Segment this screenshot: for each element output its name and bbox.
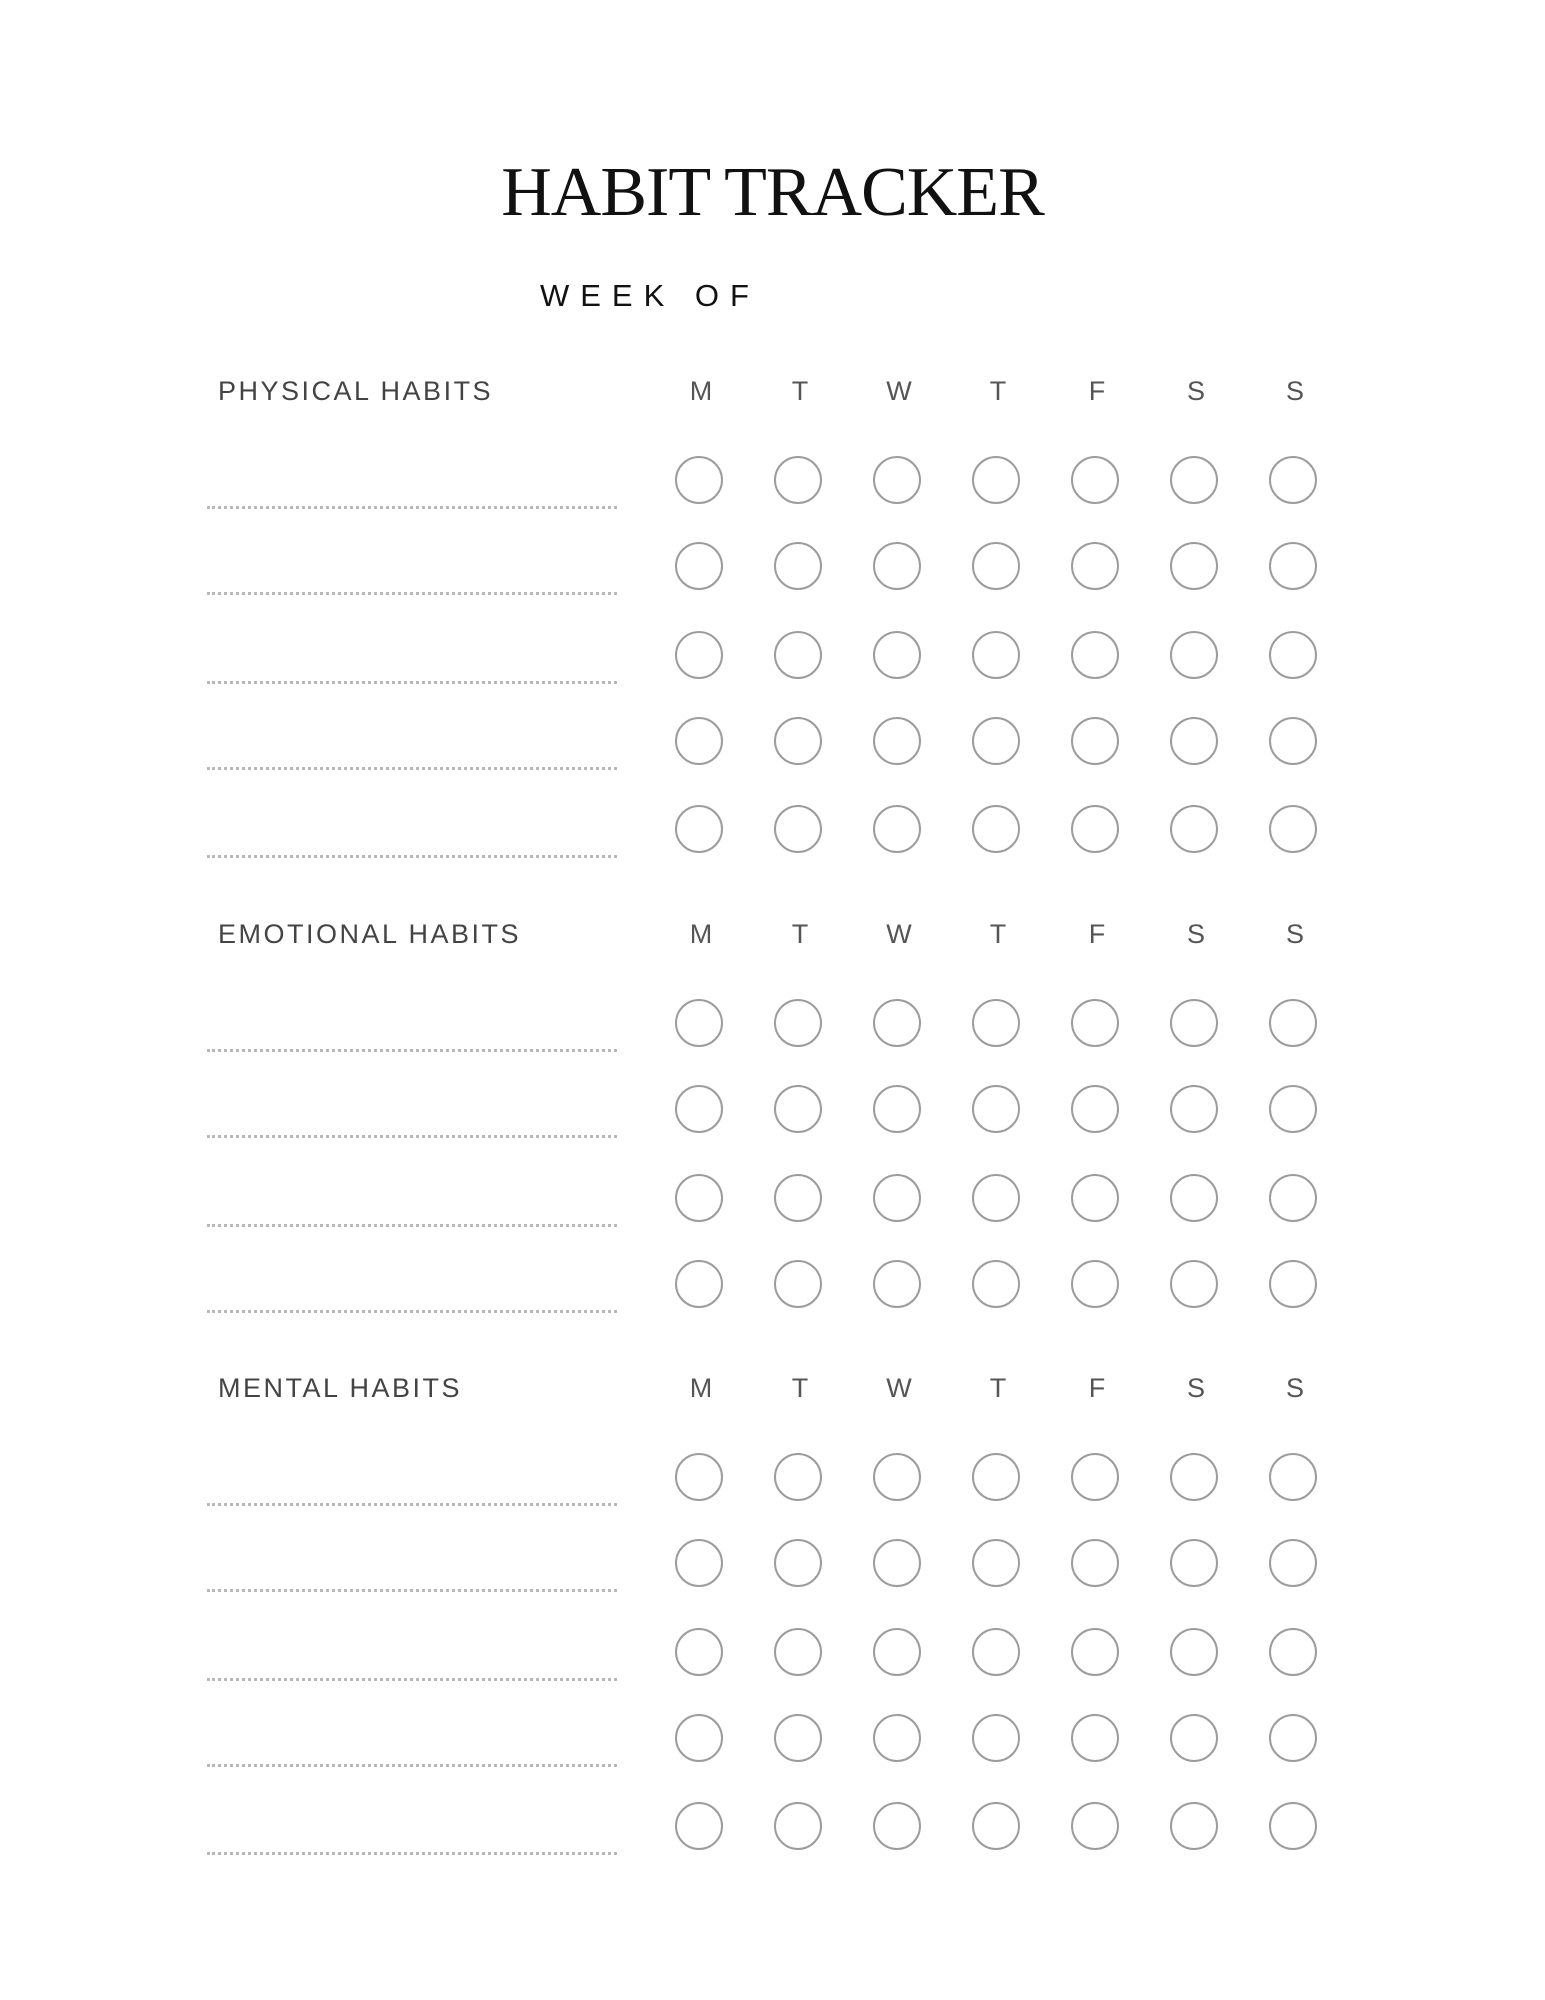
habit-check-circle[interactable] bbox=[873, 1453, 921, 1501]
habit-check-circle[interactable] bbox=[675, 1539, 723, 1587]
habit-check-circle[interactable] bbox=[1269, 1453, 1317, 1501]
habit-check-circle[interactable] bbox=[873, 1714, 921, 1762]
habit-check-circle[interactable] bbox=[972, 1628, 1020, 1676]
habit-check-circle[interactable] bbox=[972, 1085, 1020, 1133]
habit-check-circle[interactable] bbox=[1170, 1174, 1218, 1222]
habit-check-circle[interactable] bbox=[873, 1085, 921, 1133]
habit-check-circle[interactable] bbox=[1170, 1714, 1218, 1762]
day-header: T bbox=[791, 376, 809, 406]
habit-check-circle[interactable] bbox=[1071, 1628, 1119, 1676]
day-header: M bbox=[689, 1373, 713, 1403]
habit-check-circle[interactable] bbox=[774, 631, 822, 679]
habit-check-circle[interactable] bbox=[873, 717, 921, 765]
habit-check-circle[interactable] bbox=[675, 1453, 723, 1501]
habit-check-circle[interactable] bbox=[1170, 999, 1218, 1047]
habit-check-circle[interactable] bbox=[1071, 1085, 1119, 1133]
habit-check-circle[interactable] bbox=[873, 1628, 921, 1676]
habit-check-circle[interactable] bbox=[1170, 1453, 1218, 1501]
habit-check-circle[interactable] bbox=[1269, 1085, 1317, 1133]
habit-check-circle[interactable] bbox=[1269, 631, 1317, 679]
habit-check-circle[interactable] bbox=[1071, 631, 1119, 679]
habit-check-circle[interactable] bbox=[873, 1174, 921, 1222]
habit-check-circle[interactable] bbox=[1071, 999, 1119, 1047]
habit-check-circle[interactable] bbox=[675, 1802, 723, 1850]
habit-check-circle[interactable] bbox=[675, 717, 723, 765]
week-of-label: WEEK OF bbox=[540, 278, 760, 313]
habit-check-circle[interactable] bbox=[1269, 456, 1317, 504]
habit-check-circle[interactable] bbox=[675, 1085, 723, 1133]
habit-check-circle[interactable] bbox=[972, 631, 1020, 679]
habit-check-circle[interactable] bbox=[1269, 717, 1317, 765]
habit-check-circle[interactable] bbox=[1269, 1714, 1317, 1762]
habit-check-circle[interactable] bbox=[774, 542, 822, 590]
habit-check-circle[interactable] bbox=[774, 1539, 822, 1587]
day-header: S bbox=[1186, 919, 1205, 949]
habit-name-line[interactable] bbox=[207, 1135, 617, 1138]
habit-check-circle[interactable] bbox=[1269, 1539, 1317, 1587]
habit-check-circle[interactable] bbox=[1071, 456, 1119, 504]
habit-check-circle[interactable] bbox=[1170, 1802, 1218, 1850]
habit-check-circle[interactable] bbox=[774, 1714, 822, 1762]
page-title: HABIT TRACKER bbox=[501, 154, 1044, 231]
habit-check-circle[interactable] bbox=[1071, 1539, 1119, 1587]
day-header: M bbox=[689, 919, 713, 949]
habit-name-line[interactable] bbox=[207, 592, 617, 595]
habit-check-circle[interactable] bbox=[1269, 1802, 1317, 1850]
habit-check-circle[interactable] bbox=[1170, 717, 1218, 765]
habit-check-circle[interactable] bbox=[1269, 542, 1317, 590]
habit-check-circle[interactable] bbox=[774, 805, 822, 853]
habit-check-circle[interactable] bbox=[774, 1260, 822, 1308]
habit-name-line[interactable] bbox=[207, 1503, 617, 1506]
habit-check-circle[interactable] bbox=[1071, 805, 1119, 853]
habit-check-circle[interactable] bbox=[675, 1714, 723, 1762]
habit-check-circle[interactable] bbox=[972, 717, 1020, 765]
habit-name-line[interactable] bbox=[207, 855, 617, 858]
day-header: T bbox=[989, 376, 1007, 406]
habit-check-circle[interactable] bbox=[972, 1714, 1020, 1762]
day-header: S bbox=[1285, 376, 1304, 406]
day-header: T bbox=[989, 1373, 1007, 1403]
habit-check-circle[interactable] bbox=[774, 1085, 822, 1133]
habit-name-line[interactable] bbox=[207, 1049, 617, 1052]
habit-check-circle[interactable] bbox=[675, 456, 723, 504]
habit-name-line[interactable] bbox=[207, 1224, 617, 1227]
habit-name-line[interactable] bbox=[207, 681, 617, 684]
day-header: F bbox=[1088, 919, 1106, 949]
habit-name-line[interactable] bbox=[207, 1678, 617, 1681]
habit-check-circle[interactable] bbox=[873, 542, 921, 590]
habit-check-circle[interactable] bbox=[873, 456, 921, 504]
habit-check-circle[interactable] bbox=[774, 1628, 822, 1676]
habit-check-circle[interactable] bbox=[972, 456, 1020, 504]
day-header: F bbox=[1088, 376, 1106, 406]
habit-check-circle[interactable] bbox=[972, 999, 1020, 1047]
habit-check-circle[interactable] bbox=[1170, 542, 1218, 590]
habit-check-circle[interactable] bbox=[774, 1453, 822, 1501]
habit-check-circle[interactable] bbox=[1071, 1453, 1119, 1501]
habit-check-circle[interactable] bbox=[972, 1453, 1020, 1501]
habit-name-line[interactable] bbox=[207, 1852, 617, 1855]
habit-check-circle[interactable] bbox=[1170, 456, 1218, 504]
habit-check-circle[interactable] bbox=[1071, 1260, 1119, 1308]
habit-check-circle[interactable] bbox=[1071, 1714, 1119, 1762]
habit-check-circle[interactable] bbox=[1269, 1174, 1317, 1222]
habit-check-circle[interactable] bbox=[1269, 1628, 1317, 1676]
habit-check-circle[interactable] bbox=[1170, 631, 1218, 679]
day-header: S bbox=[1186, 1373, 1205, 1403]
day-header: F bbox=[1088, 1373, 1106, 1403]
section-label: PHYSICAL HABITS bbox=[218, 376, 494, 406]
habit-check-circle[interactable] bbox=[873, 805, 921, 853]
day-header: W bbox=[886, 919, 912, 949]
habit-check-circle[interactable] bbox=[972, 1802, 1020, 1850]
habit-check-circle[interactable] bbox=[1170, 1260, 1218, 1308]
section-label: MENTAL HABITS bbox=[218, 1373, 463, 1403]
habit-check-circle[interactable] bbox=[873, 631, 921, 679]
habit-check-circle[interactable] bbox=[873, 999, 921, 1047]
habit-check-circle[interactable] bbox=[873, 1260, 921, 1308]
habit-name-line[interactable] bbox=[207, 1310, 617, 1313]
habit-check-circle[interactable] bbox=[1170, 805, 1218, 853]
habit-check-circle[interactable] bbox=[675, 805, 723, 853]
habit-check-circle[interactable] bbox=[1071, 542, 1119, 590]
day-header: W bbox=[886, 376, 912, 406]
habit-check-circle[interactable] bbox=[774, 1174, 822, 1222]
habit-check-circle[interactable] bbox=[1269, 1260, 1317, 1308]
habit-check-circle[interactable] bbox=[972, 1260, 1020, 1308]
day-header: T bbox=[791, 919, 809, 949]
day-header: S bbox=[1186, 376, 1205, 406]
section-label: EMOTIONAL HABITS bbox=[218, 919, 522, 949]
day-header: T bbox=[989, 919, 1007, 949]
habit-check-circle[interactable] bbox=[972, 542, 1020, 590]
habit-check-circle[interactable] bbox=[1071, 1802, 1119, 1850]
habit-check-circle[interactable] bbox=[675, 1628, 723, 1676]
habit-check-circle[interactable] bbox=[972, 805, 1020, 853]
habit-check-circle[interactable] bbox=[675, 631, 723, 679]
habit-check-circle[interactable] bbox=[774, 999, 822, 1047]
day-header: W bbox=[886, 1373, 912, 1403]
habit-check-circle[interactable] bbox=[774, 717, 822, 765]
habit-check-circle[interactable] bbox=[972, 1539, 1020, 1587]
habit-check-circle[interactable] bbox=[873, 1539, 921, 1587]
habit-check-circle[interactable] bbox=[675, 1260, 723, 1308]
habit-check-circle[interactable] bbox=[1071, 1174, 1119, 1222]
day-header: S bbox=[1285, 1373, 1304, 1403]
habit-name-line[interactable] bbox=[207, 1589, 617, 1592]
habit-check-circle[interactable] bbox=[1170, 1628, 1218, 1676]
habit-check-circle[interactable] bbox=[675, 1174, 723, 1222]
habit-check-circle[interactable] bbox=[873, 1802, 921, 1850]
habit-name-line[interactable] bbox=[207, 506, 617, 509]
day-header: M bbox=[689, 376, 713, 406]
habit-check-circle[interactable] bbox=[1170, 1085, 1218, 1133]
day-header: T bbox=[791, 1373, 809, 1403]
habit-check-circle[interactable] bbox=[1071, 717, 1119, 765]
habit-check-circle[interactable] bbox=[1170, 1539, 1218, 1587]
habit-check-circle[interactable] bbox=[675, 542, 723, 590]
habit-check-circle[interactable] bbox=[774, 1802, 822, 1850]
day-header: S bbox=[1285, 919, 1304, 949]
habit-name-line[interactable] bbox=[207, 1764, 617, 1767]
habit-check-circle[interactable] bbox=[972, 1174, 1020, 1222]
habit-check-circle[interactable] bbox=[1269, 999, 1317, 1047]
habit-check-circle[interactable] bbox=[675, 999, 723, 1047]
habit-check-circle[interactable] bbox=[774, 456, 822, 504]
habit-name-line[interactable] bbox=[207, 767, 617, 770]
habit-check-circle[interactable] bbox=[1269, 805, 1317, 853]
